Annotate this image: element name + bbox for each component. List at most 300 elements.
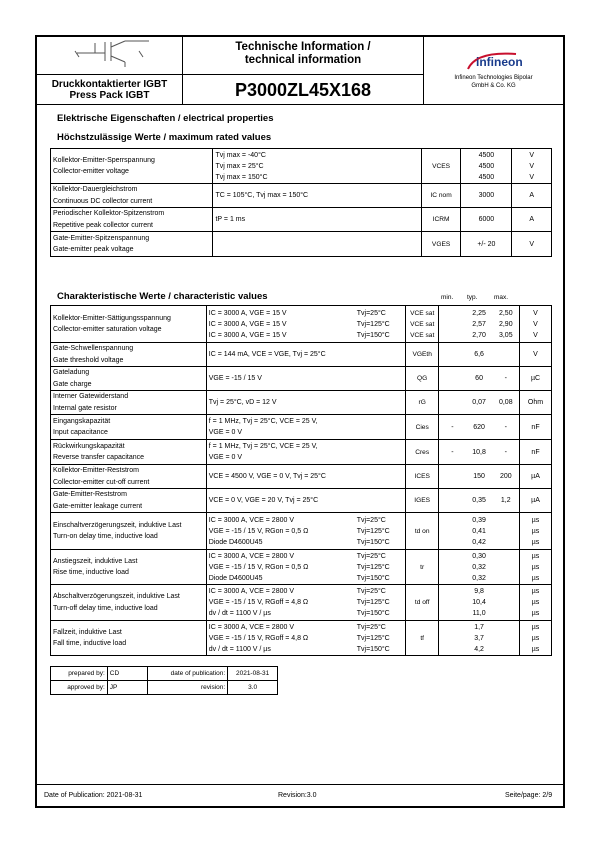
footer-revision: Revision:3.0 — [278, 792, 317, 799]
param-name-de: Periodischer Kollektor-Spitzenstrom — [53, 210, 165, 217]
max-cell — [493, 306, 520, 343]
unit-line: Ohm — [527, 399, 544, 406]
max-cell — [493, 415, 520, 440]
condition-line — [209, 330, 403, 341]
typ-value: 150 — [473, 473, 485, 480]
symbol: tf — [420, 634, 425, 642]
infineon-logo — [424, 49, 563, 69]
min-value: - — [451, 448, 454, 456]
typ-cell — [466, 621, 493, 656]
unit-cell — [520, 585, 552, 621]
condition-text: dv / dt = 1100 V / µs — [208, 610, 271, 617]
unit-cell — [520, 440, 552, 465]
typ-value: 0,39 — [472, 516, 486, 524]
symbol: IGES — [414, 497, 431, 504]
typ-cell — [466, 489, 493, 513]
param-name-en: Collector-emitter voltage — [53, 168, 129, 175]
param-name-de: Gate-Emitter-Reststrom — [53, 491, 127, 498]
min-cell — [439, 585, 466, 621]
unit-line: µs — [531, 563, 540, 571]
typ-value: 3,7 — [474, 634, 484, 642]
symbol: QG — [417, 375, 428, 382]
typ-value: 6,6 — [474, 351, 484, 358]
param-name-cell — [51, 489, 207, 513]
unit-cell — [520, 550, 552, 585]
condition-line — [209, 515, 403, 526]
max-value: 1,2 — [500, 497, 511, 504]
unit-line: V — [533, 320, 538, 328]
unit-line: µs — [531, 538, 540, 546]
condition-cell — [206, 465, 405, 489]
max-cell — [493, 391, 520, 415]
symbol-cell — [406, 440, 439, 465]
table-row — [51, 184, 552, 208]
condition-line — [209, 644, 403, 655]
typ-value: 0,42 — [472, 538, 486, 546]
condition-cell — [206, 621, 405, 656]
unit-line: V — [533, 309, 538, 317]
condition-line — [209, 416, 403, 427]
param-name-en: Continuous DC collector current — [53, 197, 153, 205]
typ-value: 60 — [475, 375, 483, 382]
min-cell — [439, 367, 466, 391]
condition-line: Tvj max = 25°C — [215, 162, 264, 170]
temperature: Tvj=125°C — [356, 320, 390, 328]
value-line: +/- 20 — [477, 240, 496, 248]
unit-line: µC — [530, 375, 541, 382]
condition-line — [209, 397, 403, 408]
condition-line — [209, 441, 403, 452]
condition-cell — [206, 306, 405, 343]
param-name-de: Gate-Emitter-Spitzenspannung — [53, 234, 150, 242]
temperature: Tvj=25°C — [356, 516, 386, 524]
symbol: VCE sat — [410, 320, 435, 328]
condition-line: Tvj max = 150°C — [215, 173, 268, 181]
param-name-cell — [51, 208, 213, 232]
typ-value: 4,2 — [474, 645, 484, 653]
condition-text: VGE = 0 V — [208, 454, 243, 461]
param-name-de: Kollektor-Dauergleichstrom — [53, 186, 138, 193]
min-cell — [439, 415, 466, 440]
unit-cell — [520, 465, 552, 489]
min-cell — [439, 306, 466, 343]
typ-value: 2,57 — [472, 320, 486, 328]
symbol: VCE sat — [410, 309, 435, 317]
param-name-de: Gateladung — [53, 369, 90, 376]
unit-line: V — [529, 240, 535, 248]
temperature: Tvj=25°C — [356, 588, 386, 595]
param-name-cell — [51, 367, 207, 391]
typ-cell — [466, 343, 493, 367]
product-type-box — [37, 75, 183, 105]
unit-line: µs — [531, 610, 540, 617]
table-row — [51, 232, 552, 257]
table-row — [51, 489, 552, 513]
infineon-logo-icon — [424, 49, 563, 71]
param-name-cell — [51, 585, 207, 621]
param-name-en: Gate threshold voltage — [53, 356, 124, 364]
header-logo-box — [37, 37, 183, 75]
company-line1: Infineon Technologies Bipolar — [454, 75, 533, 81]
min-cell — [439, 513, 466, 550]
param-name-de: Einschaltverzögerungszeit, induktive Last — [53, 521, 182, 529]
condition-line — [209, 471, 403, 482]
condition-text: VGE = -15 / 15 V, RGoff = 4,8 Ω — [208, 634, 309, 642]
footer-date: Date of Publication: 2021-08-31 — [44, 792, 143, 799]
condition-line — [209, 597, 403, 608]
condition-line — [209, 622, 403, 633]
condition-text: Diode D4600U45 — [208, 574, 263, 582]
param-name-cell — [51, 621, 207, 656]
condition-line — [209, 537, 403, 548]
condition-line: Tvj max = -40°C — [215, 151, 266, 159]
condition-text: IC = 3000 A, VGE = 15 V — [208, 331, 287, 339]
symbol-cell — [406, 343, 439, 367]
pub-value: 2021-08-31 — [228, 667, 278, 681]
condition-text: VGE = -15 / 15 V, RGon = 0,5 Ω — [208, 527, 309, 535]
max-value: 2,50 — [498, 309, 513, 317]
param-name-cell — [51, 149, 213, 184]
condition-cell — [206, 343, 405, 367]
condition-line — [209, 551, 403, 562]
typ-value: 11,0 — [472, 610, 486, 617]
temperature: Tvj=25°C — [356, 552, 386, 560]
unit-line: µA — [531, 497, 540, 504]
temperature: Tvj=125°C — [356, 563, 390, 571]
condition-text: VCE = 4500 V, VGE = 0 V, Tvj = 25°C — [208, 473, 326, 480]
param-name-en: Reverse transfer capacitance — [53, 454, 145, 461]
max-cell — [493, 513, 520, 550]
unit-cell — [520, 513, 552, 550]
typ-cell — [466, 306, 493, 343]
temperature: Tvj=25°C — [356, 309, 386, 317]
condition-line — [209, 373, 403, 384]
symbol: td on — [414, 527, 430, 535]
condition-cell — [206, 550, 405, 585]
symbol-cell — [406, 465, 439, 489]
title-en: technical information — [244, 54, 362, 66]
unit-line: µA — [531, 473, 540, 480]
param-name-cell — [51, 343, 207, 367]
condition-text: Diode D4600U45 — [208, 538, 263, 546]
table-row — [51, 465, 552, 489]
param-name-de: Anstiegszeit, induktive Last — [53, 557, 138, 565]
symbol-cell — [421, 184, 461, 208]
condition-line — [209, 495, 403, 506]
condition-cell — [206, 367, 405, 391]
prepared-value: CD — [107, 667, 147, 681]
condition-line: tP = 1 ms — [215, 216, 246, 223]
symbol: VCE sat — [410, 331, 435, 339]
value-line: 6000 — [478, 216, 495, 223]
typ-value: 9,8 — [474, 588, 484, 595]
title-de: Technische Information / — [235, 41, 371, 53]
min-cell — [439, 343, 466, 367]
value-line: 4500 — [478, 173, 495, 181]
symbol: Cres — [415, 448, 430, 456]
typ-cell — [466, 391, 493, 415]
value-cell — [461, 208, 512, 232]
unit-line: nF — [531, 423, 540, 431]
prepared-label: prepared by: — [51, 667, 108, 681]
unit-cell — [512, 232, 552, 257]
param-name-de: Kollektor-Emitter-Reststrom — [53, 467, 139, 474]
temperature: Tvj=150°C — [356, 610, 390, 617]
unit-line: µs — [531, 634, 540, 642]
typ-value: 1,7 — [474, 623, 484, 631]
symbol: VCES — [432, 162, 451, 170]
section-max-rated: Höchstzulässige Werte / maximum rated values — [57, 132, 272, 143]
part-number: P3000ZL45X168 — [183, 75, 424, 105]
unit-line: A — [529, 216, 535, 223]
condition-text: IC = 144 mA, VCE = VGE, Tvj = 25°C — [208, 351, 326, 358]
unit-cell — [512, 184, 552, 208]
param-name-de: Abschaltverzögerungszeit, induktive Last — [53, 593, 180, 600]
table-row — [51, 440, 552, 465]
unit-cell — [512, 149, 552, 184]
unit-line: µs — [531, 527, 540, 535]
table-row — [51, 208, 552, 232]
condition-text: dv / dt = 1100 V / µs — [208, 645, 271, 653]
max-value: - — [504, 423, 507, 431]
temperature: Tvj=25°C — [356, 623, 386, 631]
param-name-en: Collector-emitter cut-off current — [53, 478, 150, 486]
max-cell — [493, 440, 520, 465]
symbol: IC nom — [430, 192, 452, 199]
company-line2: GmbH & Co. KG — [471, 83, 516, 89]
unit-cell — [520, 621, 552, 656]
typ-value: 10,4 — [472, 599, 486, 606]
param-name-cell — [51, 465, 207, 489]
typ-value: 0,32 — [472, 574, 486, 582]
rev-value: 3.0 — [228, 681, 278, 695]
unit-cell — [520, 367, 552, 391]
condition-line — [209, 319, 403, 330]
min-cell — [439, 465, 466, 489]
param-name-en: Gate charge — [53, 380, 92, 388]
max-cell — [493, 343, 520, 367]
param-name-en: Internal gate resistor — [53, 404, 117, 412]
symbol-cell — [406, 621, 439, 656]
product-type-en: Press Pack IGBT — [69, 90, 150, 101]
symbol-cell — [421, 232, 461, 257]
max-cell — [493, 489, 520, 513]
symbol-cell — [421, 149, 461, 184]
condition-text: IC = 3000 A, VCE = 2800 V — [208, 516, 294, 524]
symbol-cell — [406, 489, 439, 513]
param-name-cell — [51, 306, 207, 343]
max-rated-table — [50, 148, 552, 257]
section-electrical: Elektrische Eigenschaften / electrical properties — [57, 113, 274, 124]
footer-page: Seite/page: 2/9 — [505, 792, 553, 799]
symbol: td off — [414, 599, 430, 606]
param-name-de: Gate-Schwellenspannung — [53, 345, 134, 352]
condition-line: TC = 105°C, Tvj max = 150°C — [215, 192, 309, 199]
condition-cell — [206, 415, 405, 440]
max-cell — [493, 367, 520, 391]
unit-cell — [520, 415, 552, 440]
condition-text: IC = 3000 A, VCE = 2800 V — [208, 588, 294, 595]
typ-value: 0,30 — [472, 552, 486, 560]
condition-line — [209, 427, 403, 438]
param-name-en: Collector-emitter saturation voltage — [53, 326, 162, 333]
symbol: tr — [420, 563, 425, 571]
temperature: Tvj=125°C — [356, 634, 390, 642]
param-name-cell — [51, 391, 207, 415]
header-title-box — [183, 37, 424, 75]
param-name-cell — [51, 415, 207, 440]
condition-cell — [206, 440, 405, 465]
condition-line — [209, 452, 403, 463]
condition-text: VGE = -15 / 15 V, RGon = 0,5 Ω — [208, 563, 309, 571]
condition-cell — [206, 513, 405, 550]
condition-cell — [206, 489, 405, 513]
characteristic-table — [50, 305, 552, 656]
symbol-cell — [406, 513, 439, 550]
condition-line — [209, 586, 403, 597]
condition-line — [209, 573, 403, 584]
table-row — [51, 550, 552, 585]
min-cell — [439, 391, 466, 415]
param-name-en: Turn-on delay time, inductive load — [53, 533, 158, 540]
unit-line: µs — [531, 645, 540, 653]
min-cell — [439, 489, 466, 513]
condition-cell — [213, 149, 421, 184]
max-value: - — [504, 448, 507, 456]
typ-cell — [466, 513, 493, 550]
param-name-cell — [51, 232, 213, 257]
typ-cell — [466, 415, 493, 440]
symbol-cell — [406, 367, 439, 391]
unit-cell — [520, 343, 552, 367]
temperature: Tvj=150°C — [356, 645, 390, 653]
condition-cell — [213, 208, 421, 232]
value-line: 4500 — [478, 162, 495, 170]
condition-text: f = 1 MHz, Tvj = 25°C, VCE = 25 V, — [208, 418, 318, 425]
col-min: min. — [441, 294, 454, 301]
typ-cell — [466, 440, 493, 465]
unit-cell — [512, 208, 552, 232]
param-name-cell — [51, 550, 207, 585]
param-name-de: Rückwirkungskapazität — [53, 442, 125, 450]
param-name-en: Gate-emitter leakage current — [53, 502, 143, 510]
param-name-en: Input capacitance — [53, 429, 108, 436]
table-row — [51, 149, 552, 184]
value-cell — [461, 149, 512, 184]
condition-line — [209, 633, 403, 644]
temperature: Tvj=150°C — [356, 331, 390, 339]
unit-line: nF — [531, 448, 540, 456]
table-row — [51, 585, 552, 621]
unit-line: V — [533, 331, 538, 339]
condition-text: VGE = -15 / 15 V — [208, 375, 262, 382]
max-cell — [493, 550, 520, 585]
table-row — [51, 306, 552, 343]
min-cell — [439, 621, 466, 656]
section-characteristic: Charakteristische Werte / characteristic values — [57, 291, 268, 302]
condition-text: Tvj = 25°C, vD = 12 V — [208, 399, 277, 406]
symbol-cell — [406, 585, 439, 621]
max-value: 200 — [499, 473, 512, 480]
param-name-de: Interner Gatewiderstand — [53, 393, 129, 400]
condition-line — [209, 608, 403, 619]
param-name-en: Gate-emitter peak voltage — [53, 246, 134, 253]
unit-cell — [520, 306, 552, 343]
temperature: Tvj=150°C — [356, 538, 390, 546]
col-max: max. — [494, 294, 509, 301]
param-name-en: Fall time, inductive load — [53, 640, 127, 647]
temperature: Tvj=125°C — [356, 527, 390, 535]
table-row — [51, 415, 552, 440]
unit-line: µs — [531, 516, 540, 524]
typ-cell — [466, 585, 493, 621]
unit-line: µs — [531, 574, 540, 582]
condition-line — [209, 526, 403, 537]
col-typ: typ. — [467, 294, 478, 301]
typ-value: 2,25 — [472, 309, 486, 317]
unit-cell — [520, 489, 552, 513]
typ-value: 0,07 — [472, 399, 486, 406]
typ-value: 10,8 — [472, 448, 486, 456]
condition-cell — [206, 391, 405, 415]
max-value: 0,08 — [498, 399, 513, 406]
table-row — [51, 343, 552, 367]
unit-line: µs — [531, 588, 540, 595]
condition-text: IC = 3000 A, VGE = 15 V — [208, 309, 287, 317]
typ-cell — [466, 550, 493, 585]
min-cell — [439, 550, 466, 585]
unit-cell — [520, 391, 552, 415]
typ-value: 620 — [473, 423, 485, 431]
param-name-cell — [51, 184, 213, 208]
unit-line: µs — [531, 552, 540, 560]
approval-table — [50, 666, 278, 695]
symbol: ICES — [414, 473, 430, 480]
typ-value: 0,41 — [472, 527, 486, 535]
table-row — [51, 391, 552, 415]
unit-line: µs — [531, 623, 540, 631]
unit-line: µs — [531, 599, 540, 606]
symbol: Cies — [415, 423, 429, 431]
param-name-de: Fallzeit, induktive Last — [53, 628, 122, 636]
temperature: Tvj=125°C — [356, 599, 390, 606]
max-value: - — [504, 375, 507, 382]
min-cell — [439, 440, 466, 465]
max-cell — [493, 621, 520, 656]
param-name-de: Kollektor-Emitter-Sperrspannung — [53, 156, 155, 164]
typ-value: 2,70 — [472, 331, 486, 339]
symbol: rG — [418, 399, 426, 406]
approved-value: JP — [107, 681, 147, 695]
condition-text: f = 1 MHz, Tvj = 25°C, VCE = 25 V, — [208, 443, 318, 450]
typ-value: 0,35 — [472, 497, 486, 504]
typ-cell — [466, 367, 493, 391]
symbol: VGEth — [412, 351, 432, 358]
typ-cell — [466, 465, 493, 489]
condition-line — [209, 349, 403, 360]
table-row — [51, 621, 552, 656]
rev-label: revision: — [147, 681, 228, 695]
symbol-cell — [406, 550, 439, 585]
unit-line: V — [529, 151, 535, 159]
product-type-de: Druckkontaktierter IGBT — [51, 79, 168, 90]
max-cell — [493, 585, 520, 621]
condition-text: IC = 3000 A, VGE = 15 V — [208, 320, 287, 328]
symbol-cell — [421, 208, 461, 232]
symbol: VGES — [431, 240, 451, 248]
condition-text: VGE = 0 V — [208, 429, 243, 436]
param-name-cell — [51, 440, 207, 465]
